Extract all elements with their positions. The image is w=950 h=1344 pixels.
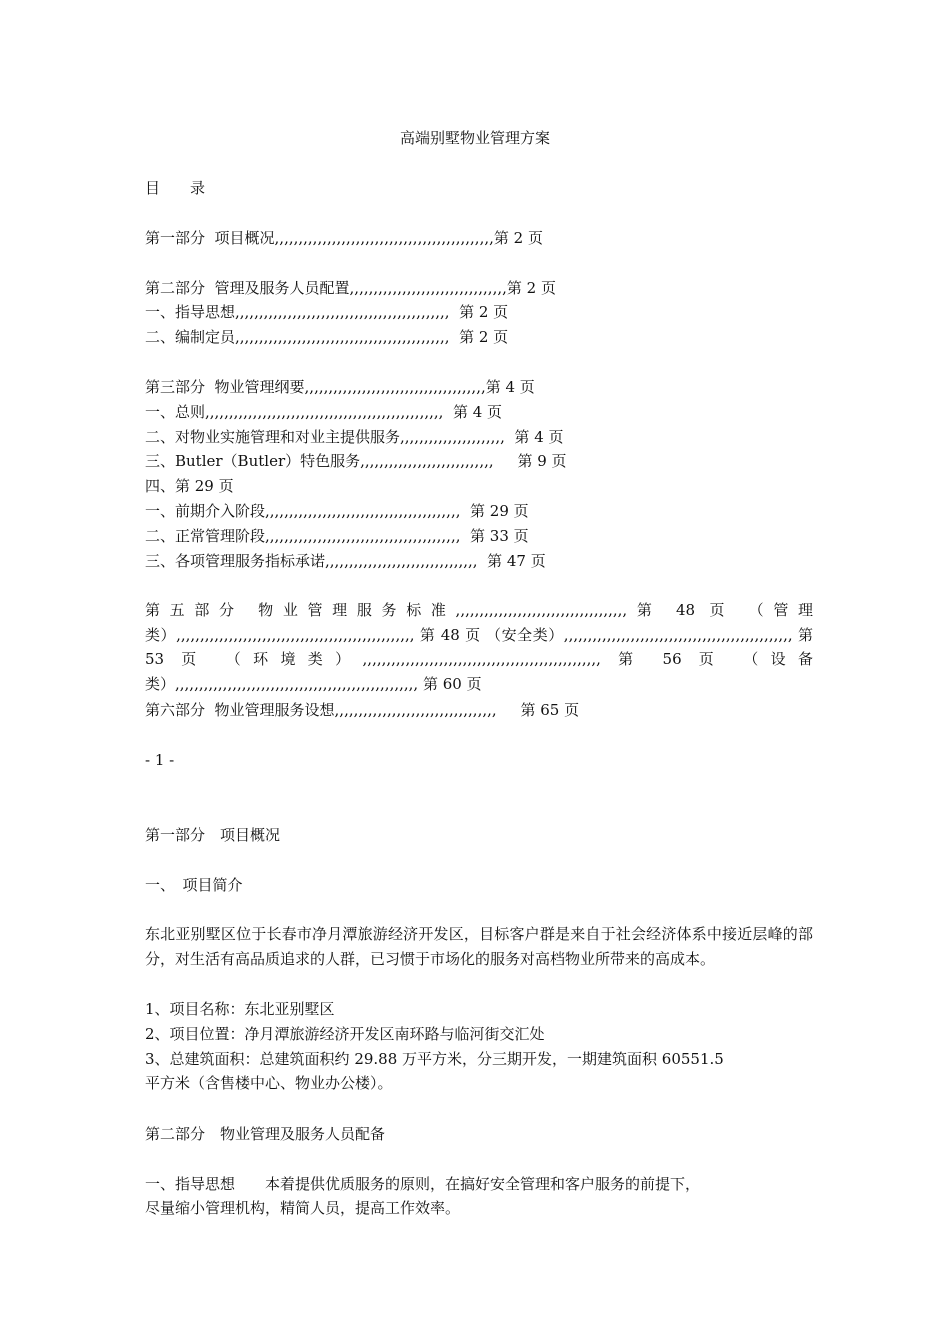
- toc-entry-part6: 第六部分 物业管理服务设想,,,,,,,,,,,,,,,,,,,,,,,,,,,,,,,,,, 第 65 页: [145, 701, 580, 719]
- toc-entry-part2-1: 一、指导思想,,,,,,,,,,,,,,,,,,,,,,,,,,,,,,,,,,,,,,,,,,,,, 第 2 页: [145, 303, 509, 321]
- toc-entry-part4-3: 三、各项管理服务指标承诺,,,,,,,,,,,,,,,,,,,,,,,,,,,,,,,, 第 47 页: [145, 552, 546, 570]
- toc-entry-part2: 第二部分 管理及服务人员配置,,,,,,,,,,,,,,,,,,,,,,,,,,,,,,,,,第 2 页: [145, 279, 556, 297]
- toc-entry-part2-2: 二、编制定员,,,,,,,,,,,,,,,,,,,,,,,,,,,,,,,,,,,,,,,,,,,,, 第 2 页: [145, 328, 509, 346]
- toc-entry-part3: 第三部分 物业管理纲要,,,,,,,,,,,,,,,,,,,,,,,,,,,,,,,,,,,,,,第 4 页: [145, 378, 535, 396]
- project-name-item: 1、项目名称：东北亚别墅区: [145, 1000, 335, 1018]
- section2-heading: 第二部分 物业管理及服务人员配备: [145, 1125, 386, 1143]
- document-title: 高端别墅物业管理方案: [399, 129, 550, 147]
- section1-subheading: 一、 项目简介: [145, 876, 243, 894]
- project-location-item: 2、项目位置：净月潭旅游经济开发区南环路与临河街交汇处: [145, 1025, 545, 1043]
- page-number: - 1 -: [145, 751, 175, 769]
- guiding-principle-line1: 一、指导思想 本着提供优质服务的原则，在搞好安全管理和客户服务的前提下，: [145, 1175, 701, 1193]
- project-area-item: 3、总建筑面积：总建筑面积约 29.88 万平方米，分三期开发，一期建筑面积 60551.5: [145, 1050, 724, 1068]
- section1-heading: 第一部分 项目概况: [145, 826, 281, 844]
- toc-entry-part3-3: 三、Butler（Butler）特色服务,,,,,,,,,,,,,,,,,,,,,,,,,,,, 第 9 页: [145, 452, 567, 470]
- toc-entry-part3-2: 二、对物业实施管理和对业主提供服务,,,,,,,,,,,,,,,,,,,,,, 第 4 页: [145, 428, 564, 446]
- toc-heading: 目 录: [145, 179, 206, 197]
- toc-entry-part1: 第一部分 项目概况,,,,,,,,,,,,,,,,,,,,,,,,,,,,,,,,,,,,,,,,,,,,,,第 2 页: [145, 229, 543, 247]
- toc-entry-part4: 四、第 29 页: [145, 477, 234, 495]
- toc-entry-part4-1: 一、前期介入阶段,,,,,,,,,,,,,,,,,,,,,,,,,,,,,,,,,,,,,,,,, 第 29 页: [145, 502, 529, 520]
- toc-entry-part4-2: 二、正常管理阶段,,,,,,,,,,,,,,,,,,,,,,,,,,,,,,,,,,,,,,,,, 第 33 页: [145, 527, 529, 545]
- toc-entry-part3-1: 一、总则,,,,,,,,,,,,,,,,,,,,,,,,,,,,,,,,,,,,,,,,,,,,,,,,,, 第 4 页: [145, 403, 503, 421]
- guiding-principle-line2: 尽量缩小管理机构，精简人员，提高工作效率。: [145, 1199, 461, 1217]
- project-area-item-continued: 平方米（含售楼中心、物业办公楼）。: [145, 1074, 393, 1092]
- toc-entry-part5: 第五部分 物业管理服务标准,,,,,,,,,,,,,,,,,,,,,,,,,,,,,,,,,,,,第 48 页 （管理类）,,,,,,,,,,,,,,,,,,,,,,,,,,,,,,,,,,,,,,,,,,,,,,,,,, 第 48 页 （安全类）,,,,,,,,,,,,,,,,,,,,,,,,,,,,,,,,,,,,,,,,,,,,,,,, 第 53 页 （环境类）,,,,,,,,,,,,,,,,,,,,,,,,,,,,,,,,,,,,,,,,,,,,,,,,,, 第 56 页 （设备类）,,,,,,,,,,,,,,,,,,,,,,,,,,,,,,,,,,,,,,,,,,,,,,,,,,, 第 60 页: [145, 601, 813, 693]
- section1-intro-paragraph: 东北亚别墅区位于长春市净月潭旅游经济开发区，目标客户群是来自于社会经济体系中接近层峰的部分，对生活有高品质追求的人群，已习惯于市场化的服务对高档物业所带来的高成本。: [145, 925, 813, 968]
